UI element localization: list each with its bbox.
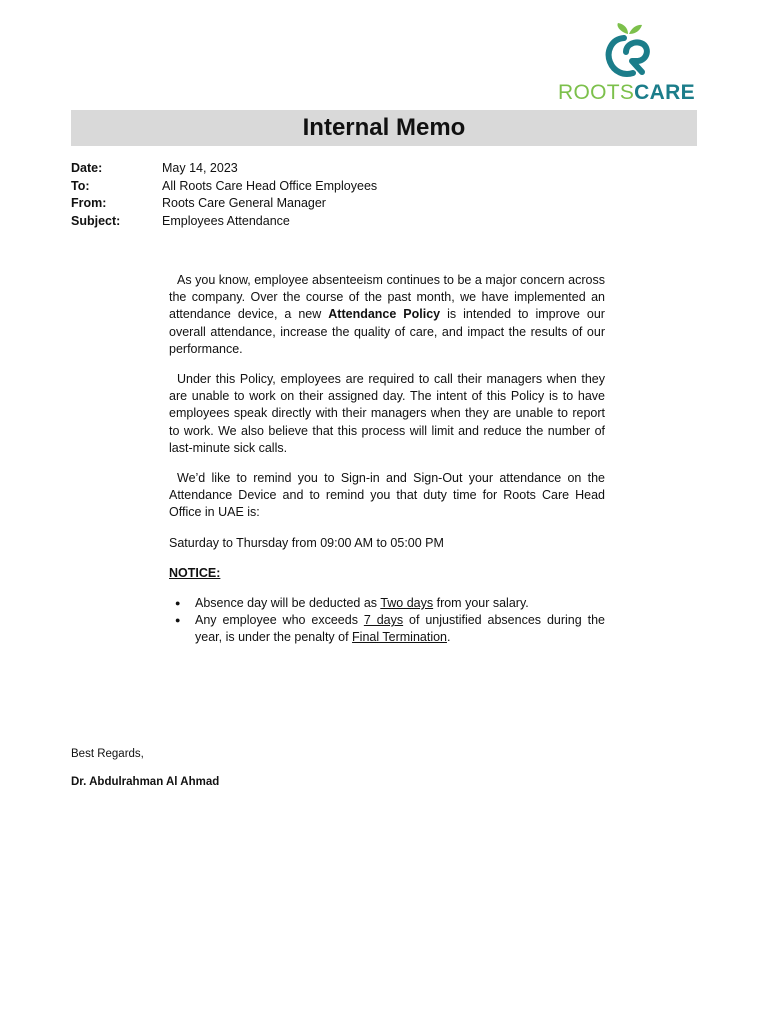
meta-value: All Roots Care Head Office Employees (162, 178, 378, 193)
text: of unjustified absences during the year, is under the penalty of (195, 613, 605, 645)
underlined-term: Final Termination (352, 630, 447, 645)
memo-header-fields (71, 160, 377, 230)
underlined-term: Two days (380, 596, 434, 611)
meta-row-from (71, 195, 377, 213)
logo-word-roots: ROOTS (558, 81, 635, 104)
duty-schedule: Saturday to Thursday from 09:00 AM to 05:00 PM (169, 535, 444, 550)
notice-list (169, 595, 605, 647)
attendance-policy-term: Attendance Policy (328, 307, 441, 322)
meta-value: Roots Care General Manager (162, 196, 326, 210)
text: is intended to improve our overall attendance, increase the quality of care, and impact the results of our performance. (169, 307, 605, 356)
meta-row-subject (71, 213, 377, 231)
meta-label: From: (71, 196, 107, 210)
paragraph-reminder: We’d like to remind you to Sign-in and Sign-Out your attendance on the Attendance Device and to remind you that duty time for Roots Care Head Office in UAE is: (169, 471, 605, 520)
text: . (447, 630, 451, 645)
notice-item (169, 595, 605, 612)
text: Absence day will be deducted as (195, 596, 381, 611)
text: Any employee who exceeds (195, 613, 364, 628)
memo-body (169, 272, 605, 647)
meta-label: Subject: (71, 213, 121, 228)
memo-title: Internal Memo (302, 114, 466, 141)
underlined-term: 7 days (363, 613, 404, 628)
logo-wordmark (558, 81, 695, 105)
closing-line: Best Regards, (71, 748, 144, 760)
memo-title-bar (71, 110, 697, 146)
logo-word-care: CARE (634, 81, 695, 104)
meta-row-date (71, 160, 377, 178)
meta-row-to (71, 178, 377, 196)
meta-label: To: (71, 178, 90, 193)
text: As you know, employee absenteeism continues to be a major concern across the company. Over the course of the past month, we have implemented an attendance device, a new (169, 273, 605, 322)
rootscare-logo-icon (602, 22, 654, 80)
rootscare-logo (556, 22, 698, 102)
meta-value: May 14, 2023 (162, 161, 238, 175)
signatory-name: Dr. Abdulrahman Al Ahmad (71, 776, 220, 788)
text: from your salary. (433, 596, 529, 611)
notice-item (169, 612, 605, 646)
meta-label: Date: (71, 161, 103, 175)
paragraph-policy: Under this Policy, employees are required to call their managers when they are unable to work on their assigned day. The intent of this Policy is to have employees speak directly with their managers when they are unable to report to work. We also believe that this process will limit and reduce the number of last-minute sick calls. (169, 372, 605, 455)
paragraph-intro (169, 272, 605, 358)
notice-heading: NOTICE: (169, 565, 221, 580)
meta-value: Employees Attendance (162, 213, 290, 228)
